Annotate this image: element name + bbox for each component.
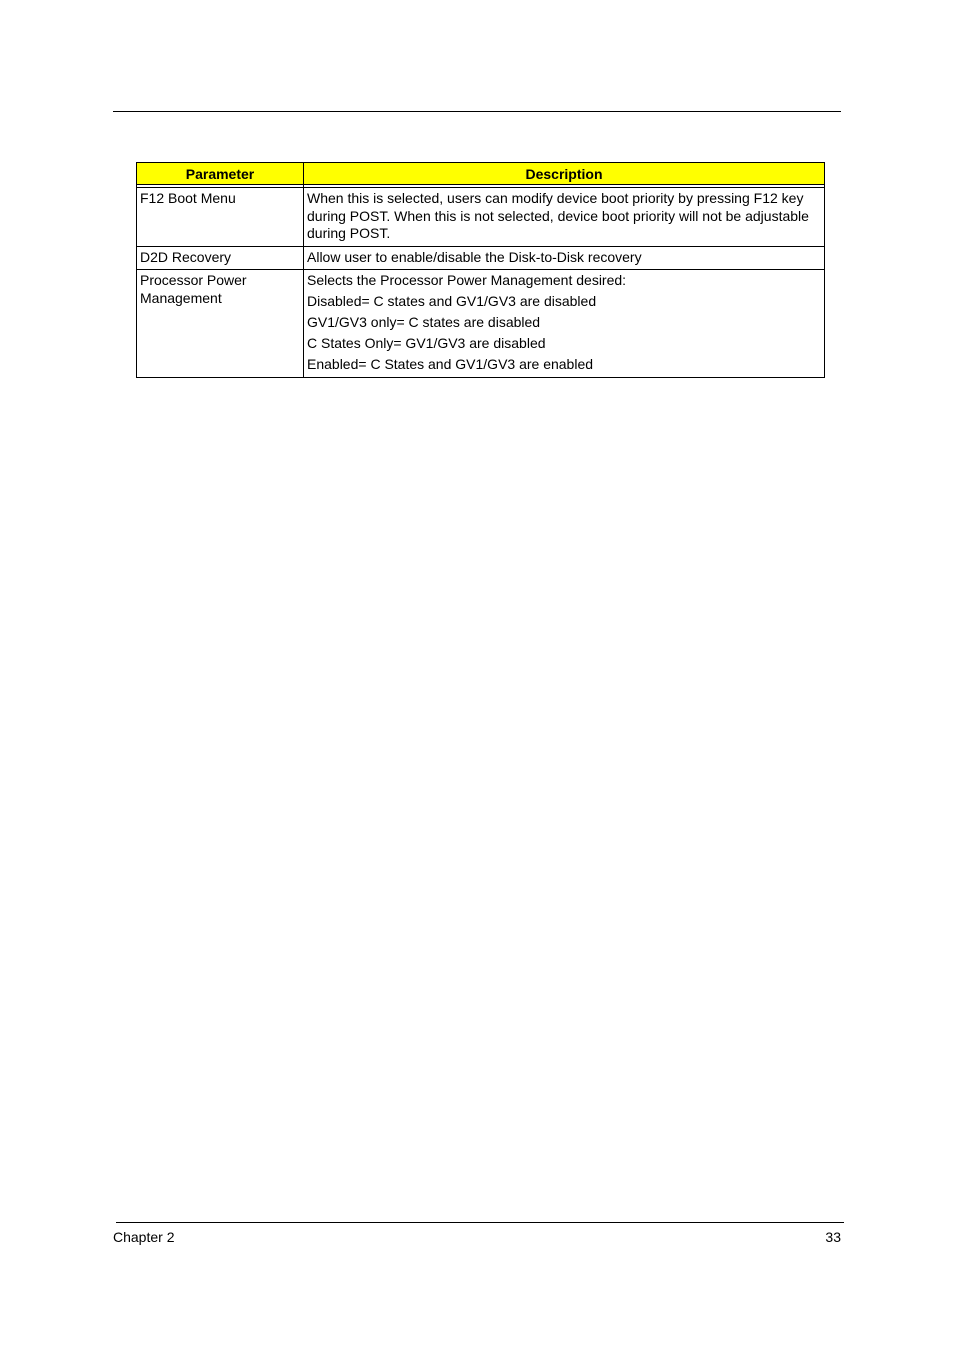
row-description: [304, 246, 825, 270]
footer-page-number: 33: [825, 1229, 841, 1245]
header-rule: [113, 111, 841, 112]
description-line: C States Only= GV1/GV3 are disabled: [307, 335, 546, 351]
header-parameter: Parameter: [137, 163, 304, 185]
parameter-table: [136, 162, 825, 378]
footer-chapter: Chapter 2: [113, 1229, 175, 1245]
description-line: Allow user to enable/disable the Disk-to-Disk recovery: [307, 248, 642, 265]
table-header-row: [137, 163, 825, 185]
header-description: Description: [304, 163, 825, 185]
row-description: [304, 188, 825, 247]
row-parameter: Processor Power Management: [137, 270, 304, 378]
description-line: When this is selected, users can modify device boot priority by pressing F12 key during POST. When this is not selected, device boot priority will not be adjustable during POST.: [307, 190, 809, 241]
description-line: GV1/GV3 only= C states are disabled: [307, 314, 541, 330]
table-row: [137, 246, 825, 270]
footer-rule: [116, 1222, 844, 1223]
table-row: [137, 270, 825, 378]
row-parameter: F12 Boot Menu: [137, 188, 304, 247]
row-parameter: D2D Recovery: [137, 246, 304, 270]
description-line: Selects the Processor Power Management desired:: [307, 272, 627, 288]
description-line: Disabled= C states and GV1/GV3 are disabled: [307, 293, 597, 309]
row-description: [304, 270, 825, 378]
description-line: Enabled= C States and GV1/GV3 are enabled: [307, 356, 594, 372]
table-row: [137, 188, 825, 247]
